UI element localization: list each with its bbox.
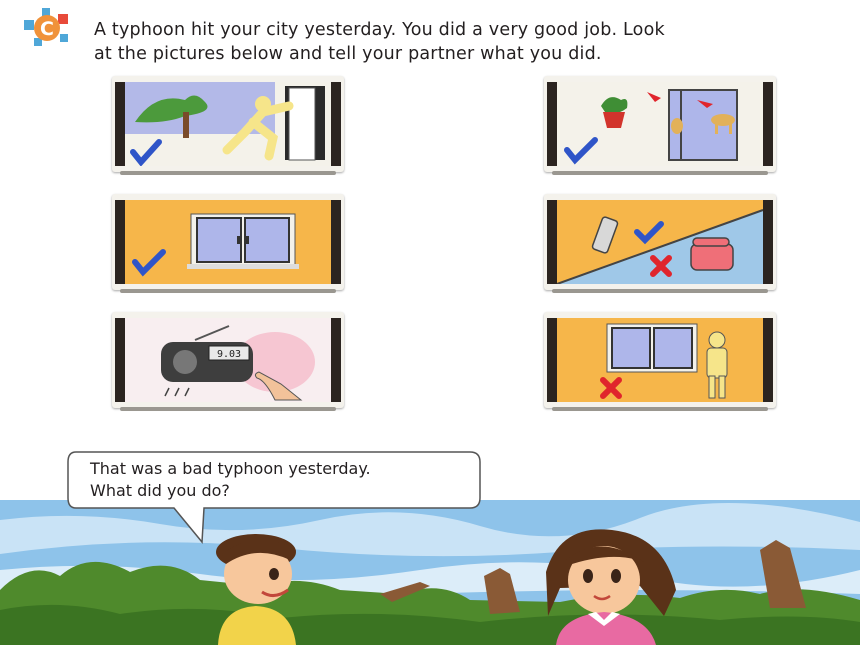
- phones-illustration: [557, 200, 763, 284]
- picture-stay-away-window: [544, 312, 776, 408]
- bring-inside-illustration: [557, 82, 763, 166]
- close-window-illustration: [125, 200, 331, 284]
- picture-bring-things-inside: [544, 76, 776, 172]
- close-door-illustration: [125, 82, 331, 166]
- section-c-logo-icon: [22, 6, 72, 50]
- radio-display: 9.03: [216, 349, 242, 360]
- instruction-line-1: A typhoon hit your city yesterday. You did a very good job. Look: [94, 20, 665, 40]
- svg-text:C: C: [40, 18, 54, 40]
- radio-illustration: [125, 318, 331, 402]
- speech-bubble-text: [90, 458, 371, 502]
- picture-listen-radio: [112, 312, 344, 408]
- speech-line-2: What did you do?: [90, 481, 230, 500]
- speech-line-1: That was a bad typhoon yesterday.: [90, 459, 371, 478]
- picture-close-door: [112, 76, 344, 172]
- picture-close-window: [112, 194, 344, 290]
- instruction-line-2: at the pictures below and tell your partner what you did.: [94, 44, 602, 64]
- picture-use-mobile-phone: [544, 194, 776, 290]
- window-person-illustration: [557, 318, 763, 402]
- instruction-text: [94, 18, 854, 66]
